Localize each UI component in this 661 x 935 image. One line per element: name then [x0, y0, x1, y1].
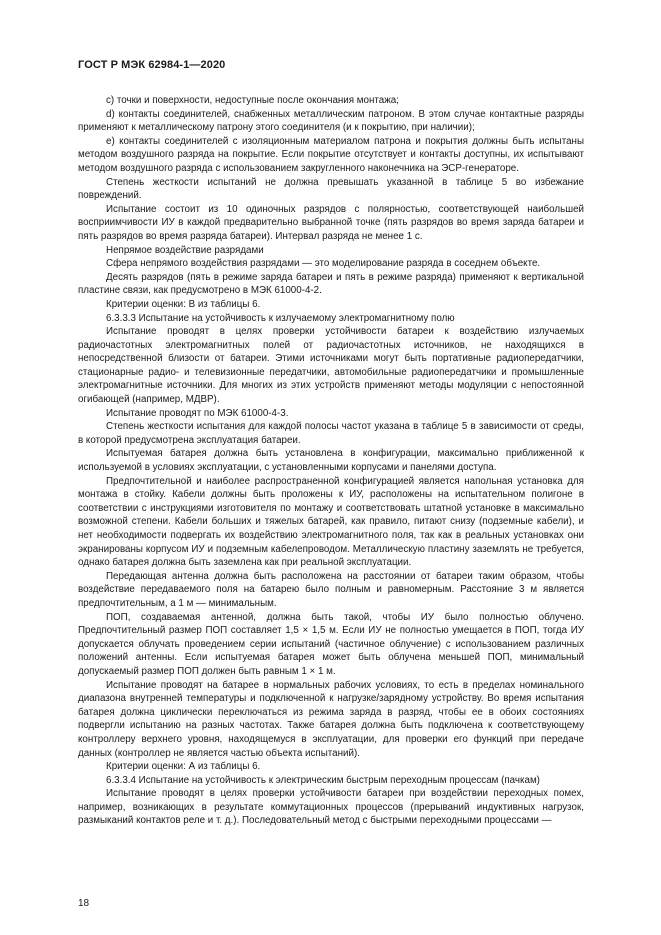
standard-title: ГОСТ Р МЭК 62984-1—2020 — [78, 59, 226, 71]
paragraph: ПОП, создаваемая антенной, должна быть такой, чтобы ИУ было полностью облучено. Предпочтительный размер ПОП составляет 1,5 × 1,5 м. Если ИУ не полностью умещается в ПОП, тогда ИУ допускается облучать проведением серии испытаний (частичное облучение) с использованием различных положений антенны. Если испытуемая батарея может быть облучена меньшей ПОП, минимальный допускаемый размер ПОП должен быть равным 1 × 1 м. — [78, 611, 584, 677]
paragraph-criteria: Критерии оценки: А из таблицы 6. — [106, 761, 261, 773]
paragraph-subheading: Непрямое воздействие разрядами — [106, 244, 264, 256]
paragraph: Степень жесткости испытания для каждой полосы частот указана в таблице 5 в зависимости от среды, в которой предусмотрена эксплуатация батареи. — [78, 421, 584, 446]
paragraph: Испытуемая батарея должна быть установлена в конфигурации, максимально приближенной к используемой в условиях эксплуатации, с установленными корпусами и панелями доступа. — [78, 448, 584, 474]
paragraph: Испытание проводят в целях проверки устойчивости батареи к воздействию излучаемых радиочастотных электромагнитных полей от радиочастотных источников, не находящихся в непосредственной близости от батареи. Этими источниками могут быть портативные радиопередатчики, стационарные радио- и телевизионные передатчики, автомобильные радиопередатчики и промышленные электромагнитные источники. Для многих из этих устройств применяют методы модуляции с непостоянной огибающей (например, МДВР). — [78, 326, 584, 406]
section-heading-6-3-3-4: 6.3.3.4 Испытание на устойчивость к электрическим быстрым переходным процессам (пачкам) — [106, 774, 540, 786]
paragraph-list-item-c: c) точки и поверхности, недоступные после окончания монтажа; — [106, 95, 399, 106]
paragraph-criteria: Критерии оценки: В из таблицы 6. — [106, 298, 261, 310]
paragraph: Сфера непрямого воздействия разрядами — это моделирование разряда в соседнем объекте. — [106, 258, 541, 270]
paragraph-list-item-d: d) контакты соединителей, снабженных металлическим патроном. В этом случае контактные разряды применяют к металлическому патрону этого соединителя (и к покрытию, при наличии); — [78, 108, 584, 134]
paragraph: Десять разрядов (пять в режиме заряда батареи и пять в режиме разряда) применяют к вертикальной пластине связи, как предусмотрено в МЭК 61000-4-2. — [78, 271, 584, 297]
paragraph: Степень жесткости испытаний не должна превышать указанной в таблице 5 во избежание повреждений. — [78, 176, 584, 202]
paragraph: Испытание проводят по МЭК 61000-4-3. — [106, 407, 289, 419]
paragraph: Испытание состоит из 10 одиночных разрядов с полярностью, соответствующей наибольшей восприимчивости ИУ в каждой предварительно выбранной точке (пять разрядов во время заряда батареи и пять разрядов во время разряда батареи). Интервал разряда не менее 1 с. — [78, 203, 584, 242]
paragraph: Испытание проводят в целях проверки устойчивости батареи при воздействии переходных помех, например, возникающих в результате коммутационных процессов (прерываний индуктивных нагрузок, размыканий контактов реле и т. д.). Последовательный метод с быстрыми переходными процессами — — [78, 788, 584, 827]
paragraph: Передающая антенна должна быть расположена на расстоянии от батареи таким образом, чтобы воздействие передаваемого поля на батарею было полным и равномерным. Расстояние 3 м является предпочтительным, а 1 м — минимальным. — [78, 570, 584, 609]
paragraph-list-item-e: e) контакты соединителей с изоляционным материалом патрона и покрытия должны быть испытаны методом воздушного разряда на покрытие. Если покрытие отсутствует и контакты доступны, их испытывают методом воздушного разряда с использованием закругленного наконечника на ЭСР-генераторе. — [78, 135, 584, 174]
page-number: 18 — [78, 898, 90, 909]
paragraph: Предпочтительной и наиболее распространенной конфигурацией является напольная установка для монтажа в стойку. Кабели должны быть проложены к ИУ, расположены на испытательном полигоне в соответствии с инструкциями изготовителя по монтажу и соответствовать штатной установке в максимально возможной степени. Кабели больших и тяжелых батарей, как правило, питают снизу (подземные кабели), и нет необходимости подвергать их воздействию электромагнитного поля, так как в реальных установках они экранированы корпусом ИУ и подземным кабелепроводом. Металлическую пластину заземлять не требуется, однако батарея должна быть заземлена как при реальной эксплуатации. — [78, 475, 584, 569]
paragraph: Испытание проводят на батарее в нормальных рабочих условиях, то есть в пределах номинального диапазона внутренней температуры и подключенной к нагрузке/зарядному устройству. Во время испытания батарея должна циклически переключаться из режима заряда в разряд, чтобы ее в обоих состояниях подвергли испытанию на разных частотах. Также батарея должна быть подключена к соответствующему контроллеру верхнего уровня, находящемуся в эксплуатации, для проверки его функций при передаче данных (контроллер не является частью объекта испытаний). — [78, 679, 584, 759]
document-body — [78, 94, 584, 828]
section-heading-6-3-3-3: 6.3.3.3 Испытание на устойчивость к излучаемому электромагнитному полю — [106, 312, 455, 324]
